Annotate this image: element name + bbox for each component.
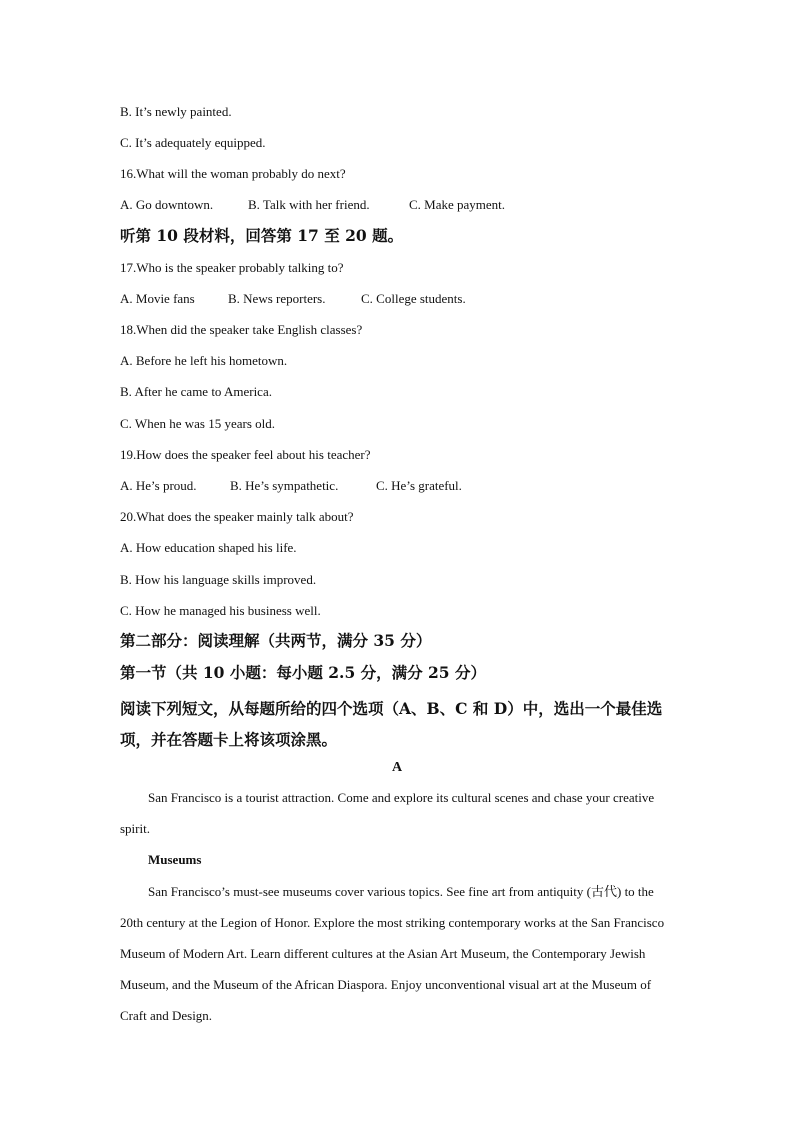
option-19-b: B. He’s sympathetic. [230, 478, 339, 493]
question-16: 16.What will the woman probably do next? [120, 166, 346, 181]
passage-letter: A [391, 760, 403, 775]
option-16-c: C. Make payment. [409, 197, 506, 212]
question-18: 18.When did the speaker take English classes? [120, 322, 363, 337]
section-10-header: 听第 10 段材料，回答第 17 至 20 题。 [120, 226, 404, 245]
museums-heading: Museums [148, 852, 202, 867]
option-18-a: A. Before he left his hometown. [120, 353, 288, 368]
option-17-a: A. Movie fans [120, 291, 195, 306]
option-16-a: A. Go downtown. [120, 197, 214, 212]
question-19: 19.How does the speaker feel about his teacher? [120, 447, 371, 462]
part-2-header: 第二部分：阅读理解（共两节，满分 35 分） [120, 631, 432, 650]
option-20-a: A. How education shaped his life. [120, 540, 297, 555]
option-20-b: B. How his language skills improved. [120, 572, 317, 587]
option-20-c: C. How he managed his business well. [120, 603, 321, 618]
option-18-c: C. When he was 15 years old. [120, 416, 276, 431]
option-15-b: B. It’s newly painted. [120, 104, 232, 119]
section-1-header: 第一节（共 10 小题：每小题 2.5 分，满分 25 分） [120, 663, 486, 682]
passage-intro: San Francisco is a tourist attraction. Come and explore its cultural scenes and chase your creative spirit. [120, 790, 655, 836]
option-17-c: C. College students. [361, 291, 466, 306]
option-15-c: C. It’s adequately equipped. [120, 135, 266, 150]
option-16-b: B. Talk with her friend. [248, 197, 370, 212]
question-20: 20.What does the speaker mainly talk about? [120, 509, 354, 524]
option-17-b: B. News reporters. [228, 291, 326, 306]
option-18-b: B. After he came to America. [120, 384, 272, 399]
option-19-a: A. He’s proud. [120, 478, 197, 493]
reading-instruction: 阅读下列短文，从每题所给的四个选项（A、B、C 和 D）中，选出一个最佳选项，并在答题卡上将该项涂黑。 [120, 699, 663, 749]
question-17: 17.Who is the speaker probably talking to? [120, 260, 344, 275]
museums-paragraph: San Francisco’s must-see museums cover various topics. See fine art from antiquity (古代) to the 20th century at the Legion of Honor. Explore the most striking contemporary works at the San Francisco Museum of Modern Art. Learn different cultures at the Asian Art Museum, the Contemporary Jewish Museum, and the Museum of the African Diaspora. Enjoy unconventional visual art at the Museum of Craft and Design. [120, 884, 665, 1023]
option-19-c: C. He’s grateful. [376, 478, 462, 493]
